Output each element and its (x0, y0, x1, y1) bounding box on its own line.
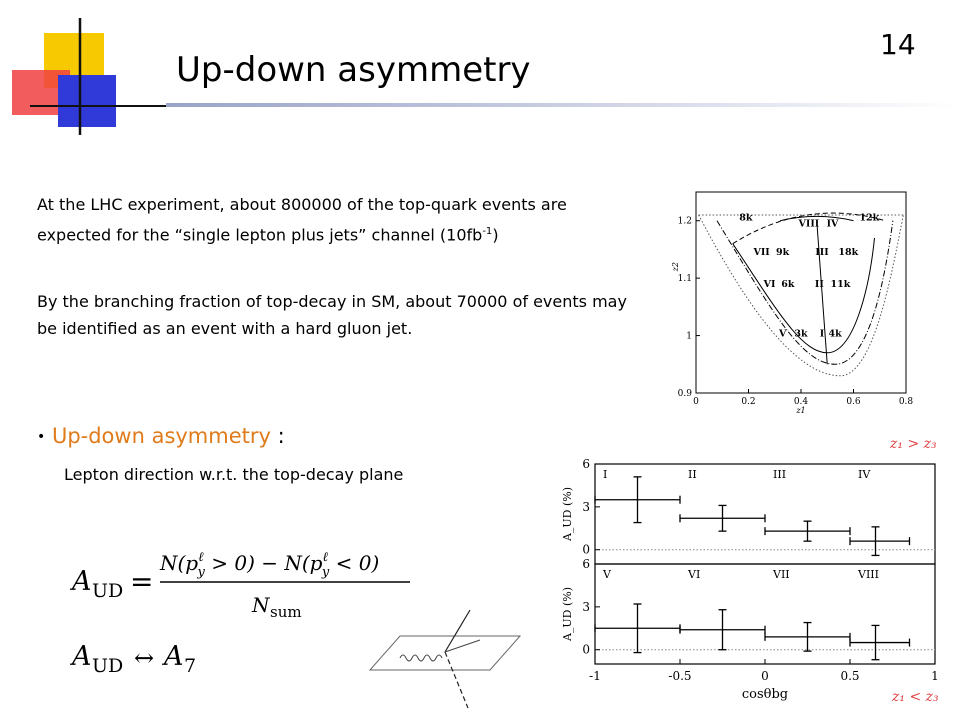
dalitz-x-tick-label: 0.8 (898, 397, 914, 407)
dalitz-x-tick-label: 0.4 (793, 397, 809, 407)
dalitz-region-label: VIII (798, 218, 820, 230)
dalitz-region-label: V (778, 328, 787, 340)
paragraph-lhc-events-text: At the LHC experiment, about 800000 of the top-quark events are expected for the “single lepton plus jets” channel (10fb (37, 195, 567, 245)
aud-x-tick-label: -0.5 (668, 669, 692, 683)
paragraph-lhc-events (37, 191, 637, 248)
page-number: 14 (880, 28, 916, 61)
dalitz-y-tick-label: 1.2 (677, 216, 692, 227)
dalitz-region-label: 12k (859, 212, 880, 224)
dalitz-region-label: 8k (739, 212, 753, 224)
paragraph-lhc-events-superscript: -1 (482, 226, 493, 237)
dalitz-y-tick-label: 0.9 (677, 389, 692, 399)
bullet-item (37, 424, 285, 448)
dalitz-region-label: 9k (776, 247, 790, 259)
relation-lhs-sub: UD (92, 655, 124, 677)
formula-lhs-sub: UD (92, 580, 124, 602)
bullet-marker: • (37, 429, 46, 445)
aud-region-label: I (603, 468, 608, 481)
dalitz-x-tick-label: 0 (693, 397, 699, 407)
aud-region-label: VII (773, 568, 790, 581)
dalitz-divider-line (814, 221, 828, 365)
paragraph-lhc-events-end: ) (492, 225, 499, 245)
aud-x-tick-label: -1 (589, 669, 601, 683)
dalitz-region-label: 3k (794, 328, 808, 340)
aud-x-tick-label: 0.5 (840, 669, 860, 683)
aud-y-axis-label: A_UD (%) (561, 586, 574, 642)
relation-lhs: A (72, 641, 92, 672)
formula-denominator: N (252, 593, 270, 617)
aud-x-axis-label: cosθbg (741, 687, 789, 702)
aud-y-axis-label: A_UD (%) (561, 486, 574, 542)
dalitz-region-label: II (814, 278, 824, 290)
dalitz-region-label: VI (763, 278, 776, 290)
jet-line (445, 640, 480, 652)
paragraph-branching-fraction: By the branching fraction of top-decay in SM, about 70000 of events may be identified as an event with a hard gluon jet. (37, 292, 627, 338)
aud-panel-frame-top (595, 464, 935, 564)
dalitz-region-chart (648, 178, 928, 413)
dalitz-region-label: I (819, 328, 825, 340)
aud-region-label: III (773, 468, 787, 481)
aud-y-tick-label: 0 (582, 542, 590, 557)
condition-label-bottom: z₁ < z₃ (892, 689, 939, 705)
slide-logo (0, 0, 170, 140)
bullet-subtext: Lepton direction w.r.t. the top-decay plane (64, 465, 404, 484)
aud-y-tick-label: 3 (582, 599, 590, 614)
decay-plane-diagram (360, 600, 530, 712)
aud-panel-frame-bottom (595, 564, 935, 664)
bullet-colon: : (270, 424, 285, 448)
slide-title: Up-down asymmetry (176, 50, 531, 90)
logo-blue-square (58, 75, 116, 127)
asymmetry-chart (555, 450, 955, 716)
relation-rhs-sub: 7 (184, 655, 197, 677)
dalitz-x-tick-label: 0.2 (741, 397, 756, 407)
formula-lhs: A (72, 566, 92, 597)
aud-x-tick-label: 0 (761, 669, 769, 683)
lepton-line (445, 610, 470, 652)
aud-region-label: IV (858, 468, 871, 481)
dalitz-y-tick-label: 1 (686, 331, 692, 342)
aud-x-tick-label: 1 (931, 669, 939, 683)
aud-region-label: II (688, 468, 697, 481)
formula-denominator-sub: sum (270, 603, 302, 621)
dalitz-outer-boundary (699, 212, 904, 376)
dalitz-region-label: 18k (838, 247, 859, 259)
aud-region-label: V (603, 568, 611, 581)
aud-y-tick-label: 3 (582, 499, 590, 514)
dalitz-y-axis-label: z2 (671, 262, 680, 272)
formula-numerator: $N(p^\ell$ $y > 0) - N(p^\ell$ y < 0) (160, 550, 380, 580)
aud-region-label: VI (688, 568, 701, 581)
title-rule (166, 103, 960, 107)
lepton-line-lower (445, 652, 468, 708)
gluon-jet (400, 655, 442, 661)
aud-y-tick-label: 6 (582, 457, 590, 471)
dalitz-x-tick-label: 0.6 (846, 397, 861, 407)
dalitz-region-label: III (815, 247, 829, 259)
dalitz-x-axis-label: z1 (796, 406, 806, 413)
dalitz-region-label: 6k (781, 278, 795, 290)
dalitz-region-label: 11k (830, 278, 851, 290)
dalitz-region-label: IV (826, 218, 839, 230)
relation-rhs: A (164, 641, 184, 672)
aud-region-label: VIII (858, 568, 879, 581)
bullet-heading: Up-down asymmetry (51, 424, 271, 448)
dalitz-region-label: 4k (828, 328, 842, 340)
aud-y-tick-label: 0 (582, 642, 590, 657)
dalitz-y-tick-label: 1.1 (677, 274, 692, 285)
formula-equals: = (130, 565, 154, 598)
dalitz-region-label: VII (753, 247, 770, 259)
aud-y-tick-label: 6 (582, 557, 590, 571)
condition-label-top: z₁ > z₃ (890, 436, 937, 452)
relation-arrow: ↔ (134, 644, 155, 672)
